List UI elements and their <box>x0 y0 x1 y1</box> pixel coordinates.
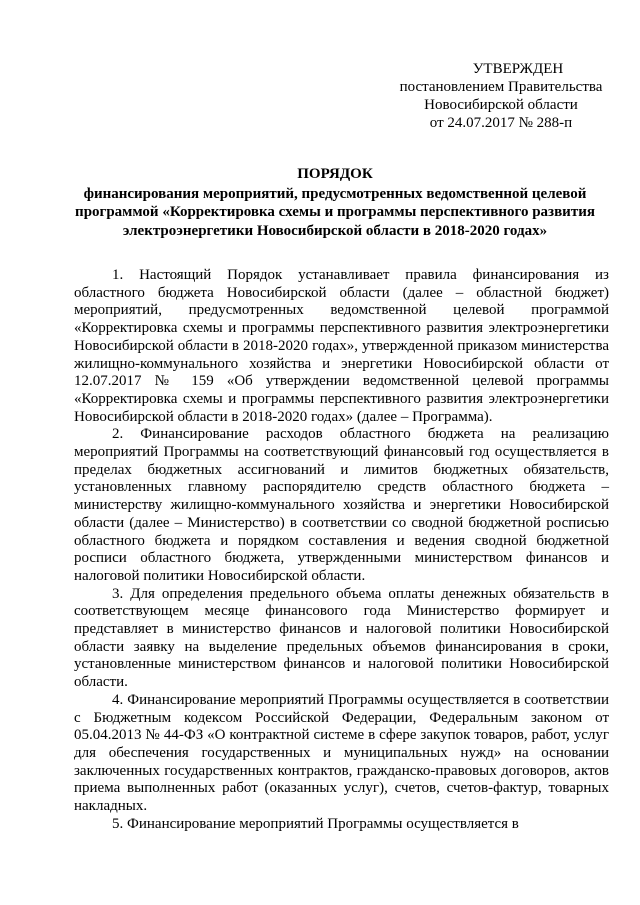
title-line-3: электроэнергетики Новосибирской области в 2018-2020 годах» <box>122 222 548 239</box>
document-body <box>74 267 609 834</box>
approval-stamp <box>388 60 614 132</box>
approval-line-3: от 24.07.2017 № 288-п <box>429 115 573 131</box>
paragraph-1: 1. Настоящий Порядок устанавливает правила финансирования из областного бюджета Новосибирской области (далее – областной бюджет) мероприятий, предусмотренных ведомственной целевой программой «Корректировка схемы и программы перспективного развития электроэнергетики Новосибирской области в 2018-2020 годах», утвержденной приказом министерства жилищно-коммунального хозяйства и энергетики Новосибирской области от 12.07.2017 № 159 «Об утверждении ведомственной целевой программы «Корректировка схемы и программы перспективного развития электроэнергетики Новосибирской области в 2018-2020 годах» (далее – Программа). <box>74 267 609 425</box>
paragraph-2: 2. Финансирование расходов областного бюджета на реализацию мероприятий Программы на соответствующий финансовый год осуществляется в пределах бюджетных ассигнований и лимитов бюджетных обязательств, установленных главному распорядителю средств областного бюджета – министерству жилищно-коммунального хозяйства и энергетики Новосибирской области (далее – Министерство) в соответствии со сводной бюджетной росписью областного бюджета и порядком составления и ведения сводной бюджетной росписи областного бюджета, утвержденными министерством финансов и налоговой политики Новосибирской области. <box>74 426 609 584</box>
title-line-2: программой «Корректировка схемы и программы перспективного развития <box>75 204 595 220</box>
paragraph-3: 3. Для определения предельного объема оплаты денежных обязательств в соответствующем месяце финансового года Министерство формирует и представляет в министерство финансов и налоговой политики Новосибирской области заявку на выделение предельных объемов финансирования в сроки, установленные министерством финансов и налоговой политики Новосибирской области. <box>74 585 609 691</box>
title-main: ПОРЯДОК <box>297 166 373 182</box>
document-title <box>60 165 610 240</box>
paragraph-4: 4. Финансирование мероприятий Программы осуществляется в соответствии с Бюджетным кодексом Российской Федерации, Федеральным законом от 05.04.2013 № 44-ФЗ «О контрактной системе в сфере закупок товаров, работ, услуг для обеспечения государственных и муниципальных нужд» на основании заключенных государственных контрактов, гражданско-правовых договоров, актов приема выполненных работ (оказанных услуг), счетов, счетов-фактур, товарных накладных. <box>74 691 609 815</box>
paragraph-5: 5. Финансирование мероприятий Программы осуществляется в <box>112 815 519 832</box>
approval-heading: УТВЕРЖДЕН <box>472 61 564 77</box>
approval-line-1: постановлением Правительства <box>399 79 603 95</box>
approval-line-2: Новосибирской области <box>424 97 578 113</box>
title-line-1: финансирования мероприятий, предусмотренных ведомственной целевой <box>83 185 587 202</box>
